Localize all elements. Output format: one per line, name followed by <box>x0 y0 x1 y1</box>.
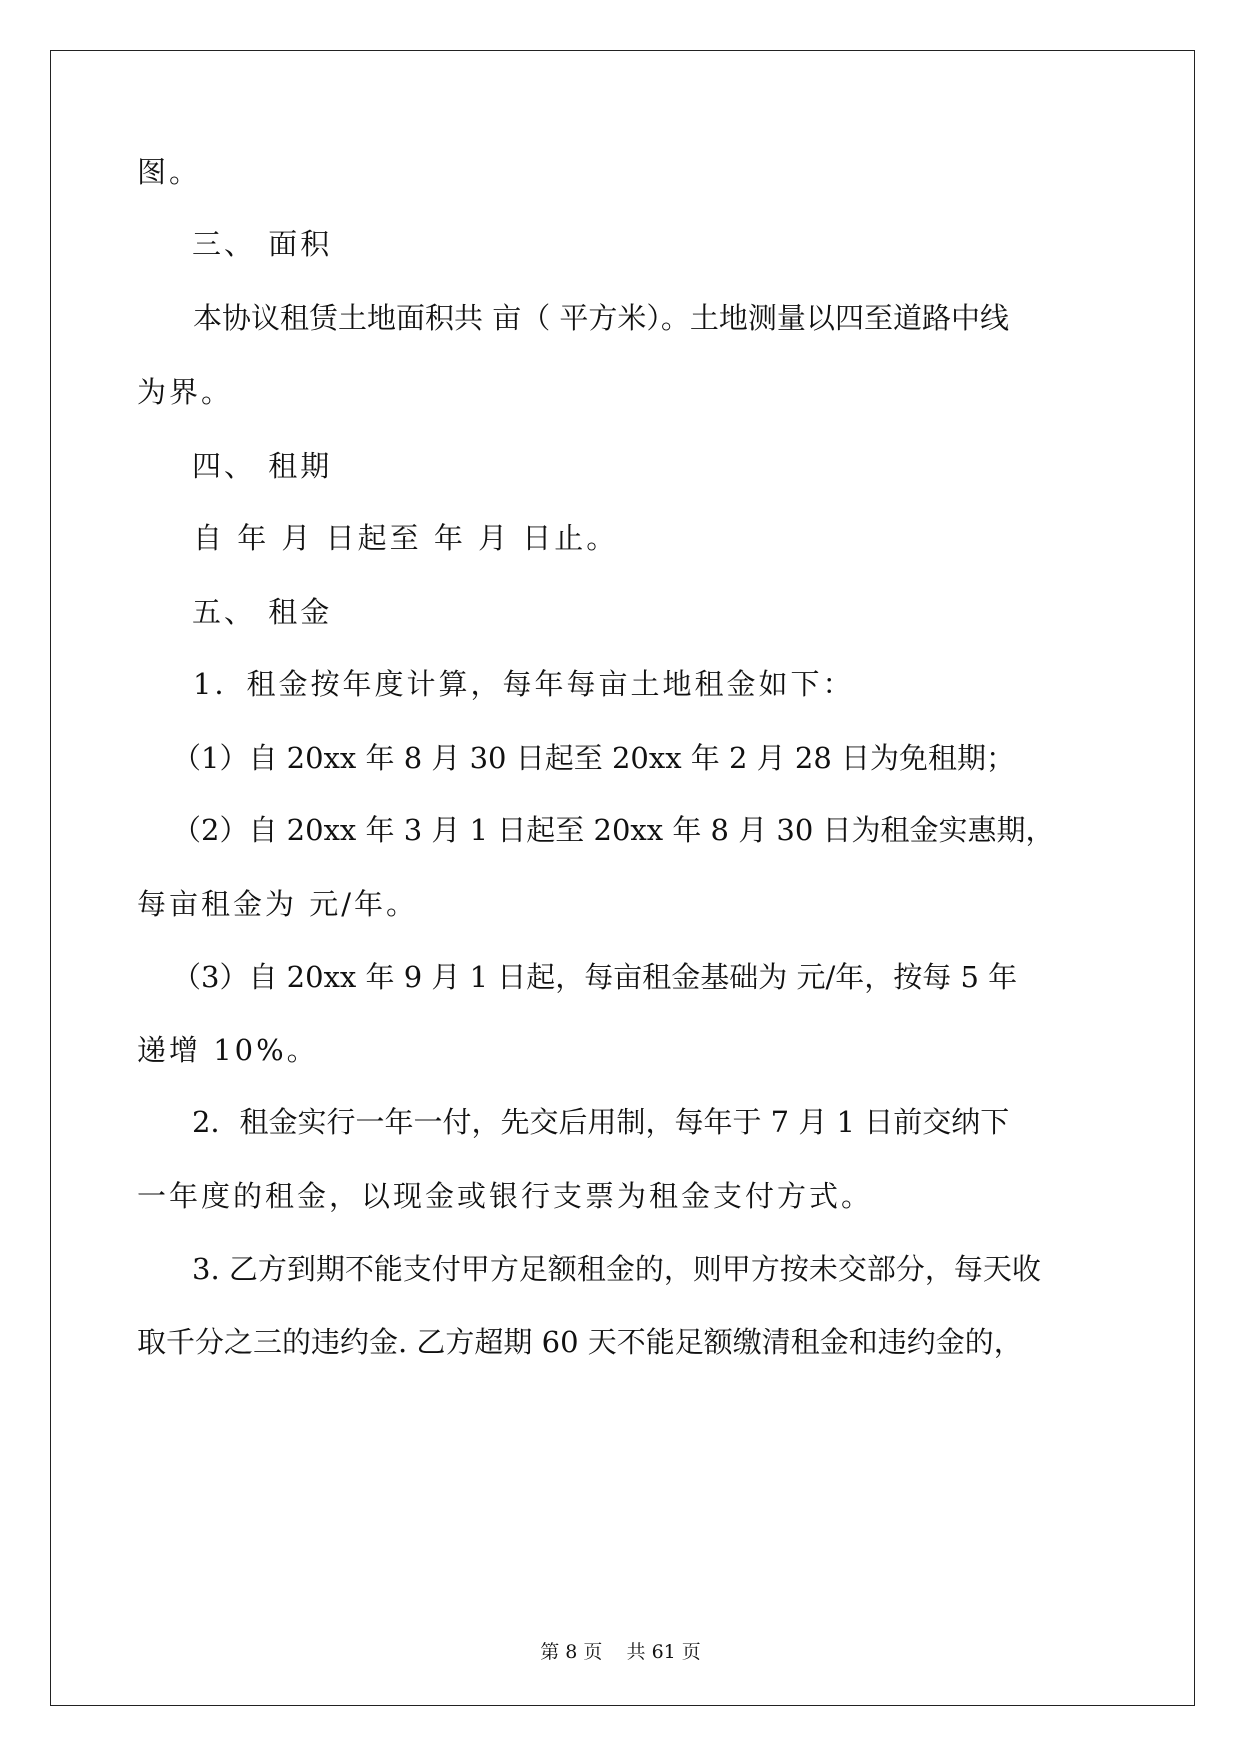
section-heading: 四、 租期 <box>192 449 333 483</box>
text-line: 1．租金按年度计算，每年每亩土地租金如下： <box>193 667 855 701</box>
text-line: （2）自 20xx 年 3 月 1 日起至 20xx 年 8 月 30 日为租金实惠期， <box>172 813 1055 847</box>
text-line: 一年度的租金，以现金或银行支票为租金支付方式。 <box>137 1179 874 1213</box>
text-line: 图。 <box>137 155 202 189</box>
text-line: 自 年 月 日起至 年 月 日止。 <box>193 521 619 555</box>
text-line: 每亩租金为 元/年。 <box>137 887 418 921</box>
text-line: 2．租金实行一年一付，先交后用制，每年于 7 月 1 日前交纳下 <box>192 1105 1010 1139</box>
text-line: （3）自 20xx 年 9 月 1 日起，每亩租金基础为 元/年，按每 5 年 <box>172 960 1018 994</box>
text-line: 递增 10%。 <box>137 1033 319 1067</box>
text-line: 取千分之三的违约金. 乙方超期 60 天不能足额缴清租金和违约金的， <box>137 1325 1023 1359</box>
section-heading: 五、 租金 <box>192 595 333 629</box>
section-heading: 三、 面积 <box>192 227 333 261</box>
text-line: 3. 乙方到期不能支付甲方足额租金的，则甲方按未交部分，每天收 <box>192 1252 1041 1286</box>
text-line: （1）自 20xx 年 8 月 30 日起至 20xx 年 2 月 28 日为免租期； <box>172 741 1015 775</box>
text-line: 本协议租赁土地面积共 亩（ 平方米）。土地测量以四至道路中线 <box>193 301 1009 335</box>
page-number-footer: 第 8 页 共 61 页 <box>540 1641 701 1663</box>
text-line: 为界。 <box>137 375 234 409</box>
